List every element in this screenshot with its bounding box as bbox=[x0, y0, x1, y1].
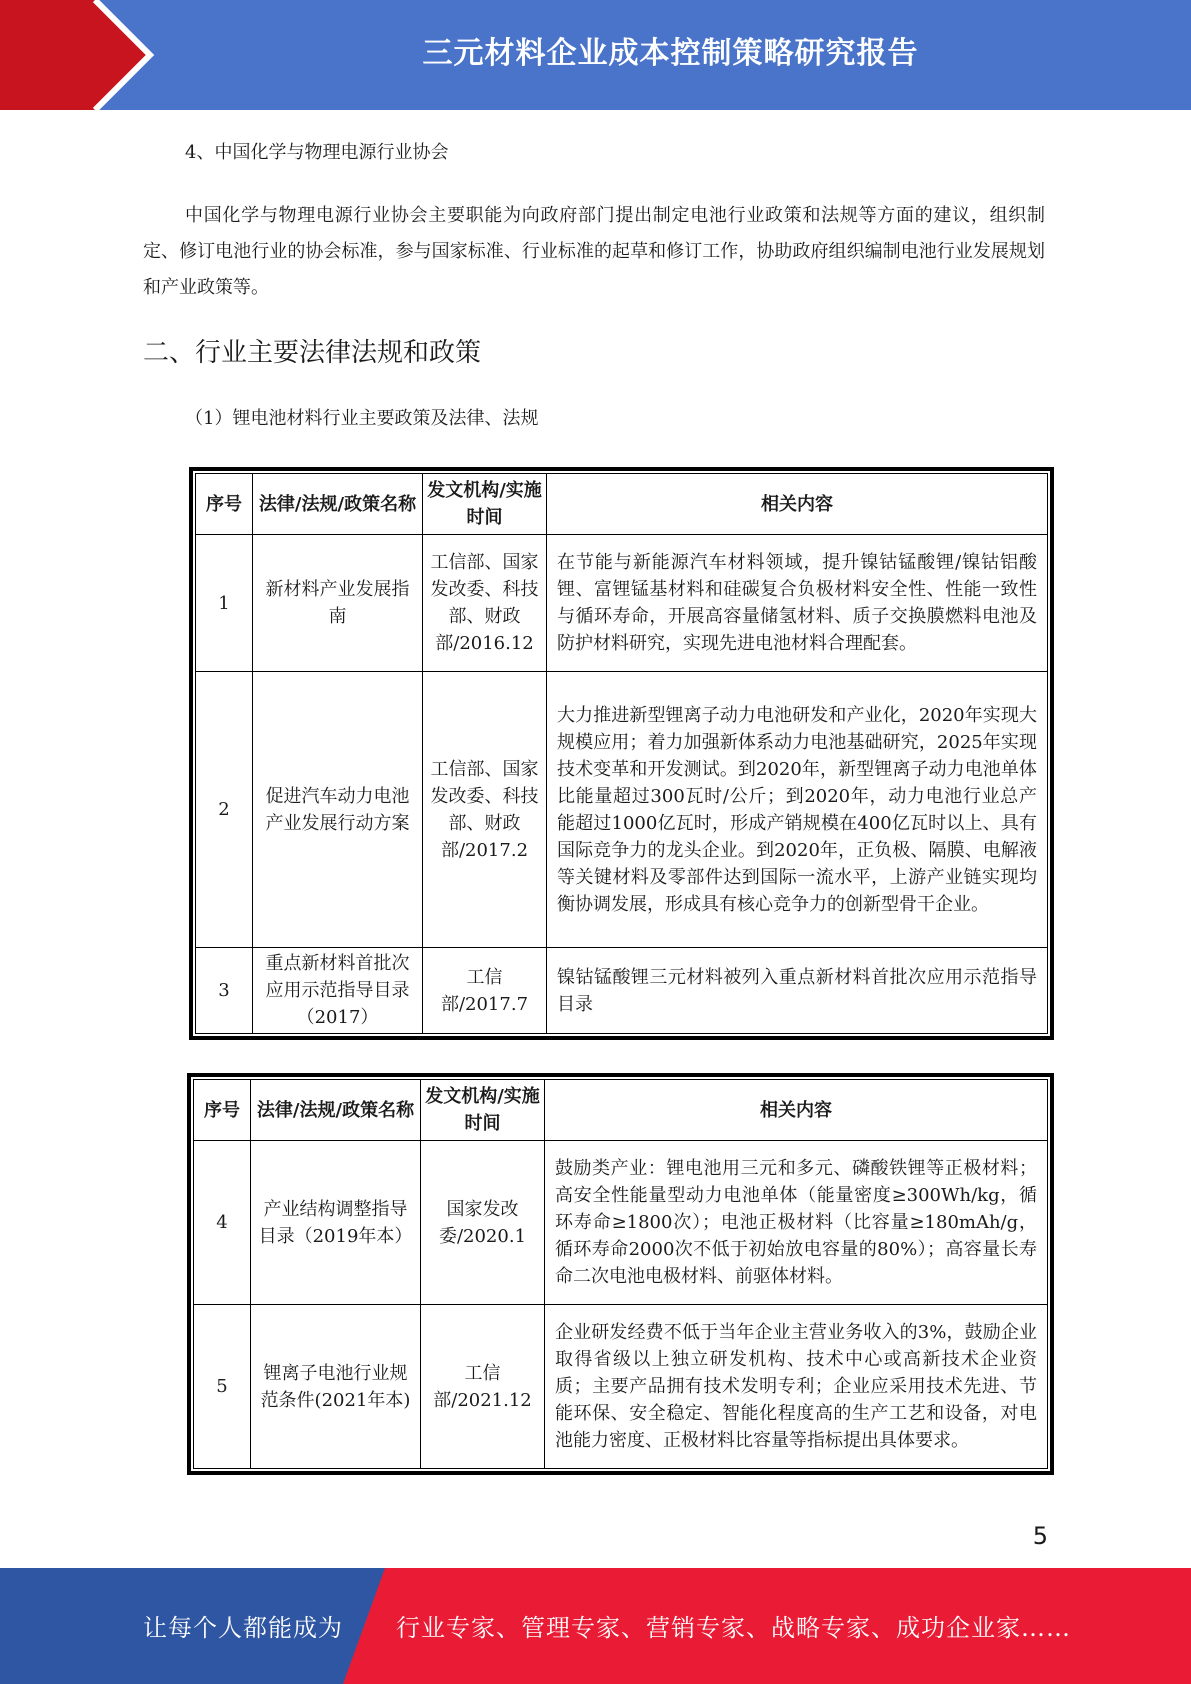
report-title: 三元材料企业成本控制策略研究报告 bbox=[422, 36, 919, 71]
header-issuer: 发文机构/实施时间 bbox=[423, 474, 547, 535]
row-issuer: 国家发改委/2020.1 bbox=[421, 1141, 545, 1305]
footer-slogan-right: 行业专家、管理专家、营销专家、战略专家、成功企业家…… bbox=[396, 1614, 1071, 1642]
row-no: 4 bbox=[194, 1141, 251, 1305]
footer-slogan-left: 让每个人都能成为 bbox=[143, 1614, 343, 1642]
page-footer bbox=[0, 1568, 1191, 1684]
table-row bbox=[194, 1141, 1048, 1305]
header-name: 法律/法规/政策名称 bbox=[251, 1080, 421, 1141]
section-heading: 二、行业主要法律法规和政策 bbox=[143, 338, 482, 368]
page-header bbox=[0, 0, 1191, 110]
row-issuer: 工信部/2017.7 bbox=[423, 948, 547, 1034]
header-content: 相关内容 bbox=[547, 474, 1048, 535]
row-no: 2 bbox=[196, 672, 253, 948]
table-row bbox=[196, 948, 1048, 1034]
table-header-row bbox=[194, 1080, 1048, 1141]
row-name: 新材料产业发展指南 bbox=[253, 535, 423, 672]
row-content: 企业研发经费不低于当年企业主营业务收入的3%，鼓励企业取得省级以上独立研发机构、技术中心或高新技术企业资质；主要产品拥有技术发明专利；企业应采用技术先进、节能环保、安全稳定、智能化程度高的生产工艺和设备，对电池能力密度、正极材料比容量等指标提出具体要求。 bbox=[545, 1305, 1048, 1469]
row-issuer: 工信部/2021.12 bbox=[421, 1305, 545, 1469]
subsection-title: 4、中国化学与物理电源行业协会 bbox=[185, 142, 449, 163]
row-name: 促进汽车动力电池产业发展行动方案 bbox=[253, 672, 423, 948]
header-name: 法律/法规/政策名称 bbox=[253, 474, 423, 535]
table-caption: （1）锂电池材料行业主要政策及法律、法规 bbox=[185, 408, 539, 429]
table-header-row bbox=[196, 474, 1048, 535]
row-no: 3 bbox=[196, 948, 253, 1034]
header-issuer: 发文机构/实施时间 bbox=[421, 1080, 545, 1141]
table-row bbox=[194, 1305, 1048, 1469]
body-paragraph: 中国化学与物理电源行业协会主要职能为向政府部门提出制定电池行业政策和法规等方面的建议，组织制定、修订电池行业的协会标准，参与国家标准、行业标准的起草和修订工作，协助政府组织编制电池行业发展规划和产业政策等。 bbox=[143, 205, 1045, 298]
table-row bbox=[196, 672, 1048, 948]
row-issuer: 工信部、国家发改委、科技部、财政部/2016.12 bbox=[423, 535, 547, 672]
row-name: 重点新材料首批次应用示范指导目录（2017） bbox=[253, 948, 423, 1034]
header-no: 序号 bbox=[196, 474, 253, 535]
row-content: 大力推进新型锂离子动力电池研发和产业化，2020年实现大规模应用；着力加强新体系动力电池基础研究，2025年实现技术变革和开发测试。到2020年，新型锂离子动力电池单体比能量超过300瓦时/公斤；到2020年，动力电池行业总产能超过1000亿瓦时，形成产销规模在400亿瓦时以上、具有国际竞争力的龙头企业。到2020年，正负极、隔膜、电解液等关键材料及零部件达到国际一流水平，上游产业链实现均衡协调发展，形成具有核心竞争力的创新型骨干企业。 bbox=[547, 672, 1048, 948]
policy-table-1 bbox=[189, 467, 1054, 1040]
row-name: 产业结构调整指导目录（2019年本） bbox=[251, 1141, 421, 1305]
row-content: 鼓励类产业：锂电池用三元和多元、磷酸铁锂等正极材料；高安全性能量型动力电池单体（能量密度≥300Wh/kg，循环寿命≥1800次）；电池正极材料（比容量≥180mAh/g，循环寿命2000次不低于初始放电容量的80%）；高容量长寿命二次电池电极材料、前驱体材料。 bbox=[545, 1141, 1048, 1305]
table-row bbox=[196, 535, 1048, 672]
row-content: 镍钴锰酸锂三元材料被列入重点新材料首批次应用示范指导目录 bbox=[547, 948, 1048, 1034]
policy-table-2 bbox=[187, 1073, 1054, 1475]
row-name: 锂离子电池行业规范条件(2021年本) bbox=[251, 1305, 421, 1469]
header-no: 序号 bbox=[194, 1080, 251, 1141]
row-content: 在节能与新能源汽车材料领域，提升镍钴锰酸锂/镍钴铝酸锂、富锂锰基材料和硅碳复合负极材料安全性、性能一致性与循环寿命，开展高容量储氢材料、质子交换膜燃料电池及防护材料研究，实现先进电池材料合理配套。 bbox=[547, 535, 1048, 672]
row-no: 5 bbox=[194, 1305, 251, 1469]
row-no: 1 bbox=[196, 535, 253, 672]
page-number: 5 bbox=[1032, 1522, 1048, 1550]
row-issuer: 工信部、国家发改委、科技部、财政部/2017.2 bbox=[423, 672, 547, 948]
header-content: 相关内容 bbox=[545, 1080, 1048, 1141]
